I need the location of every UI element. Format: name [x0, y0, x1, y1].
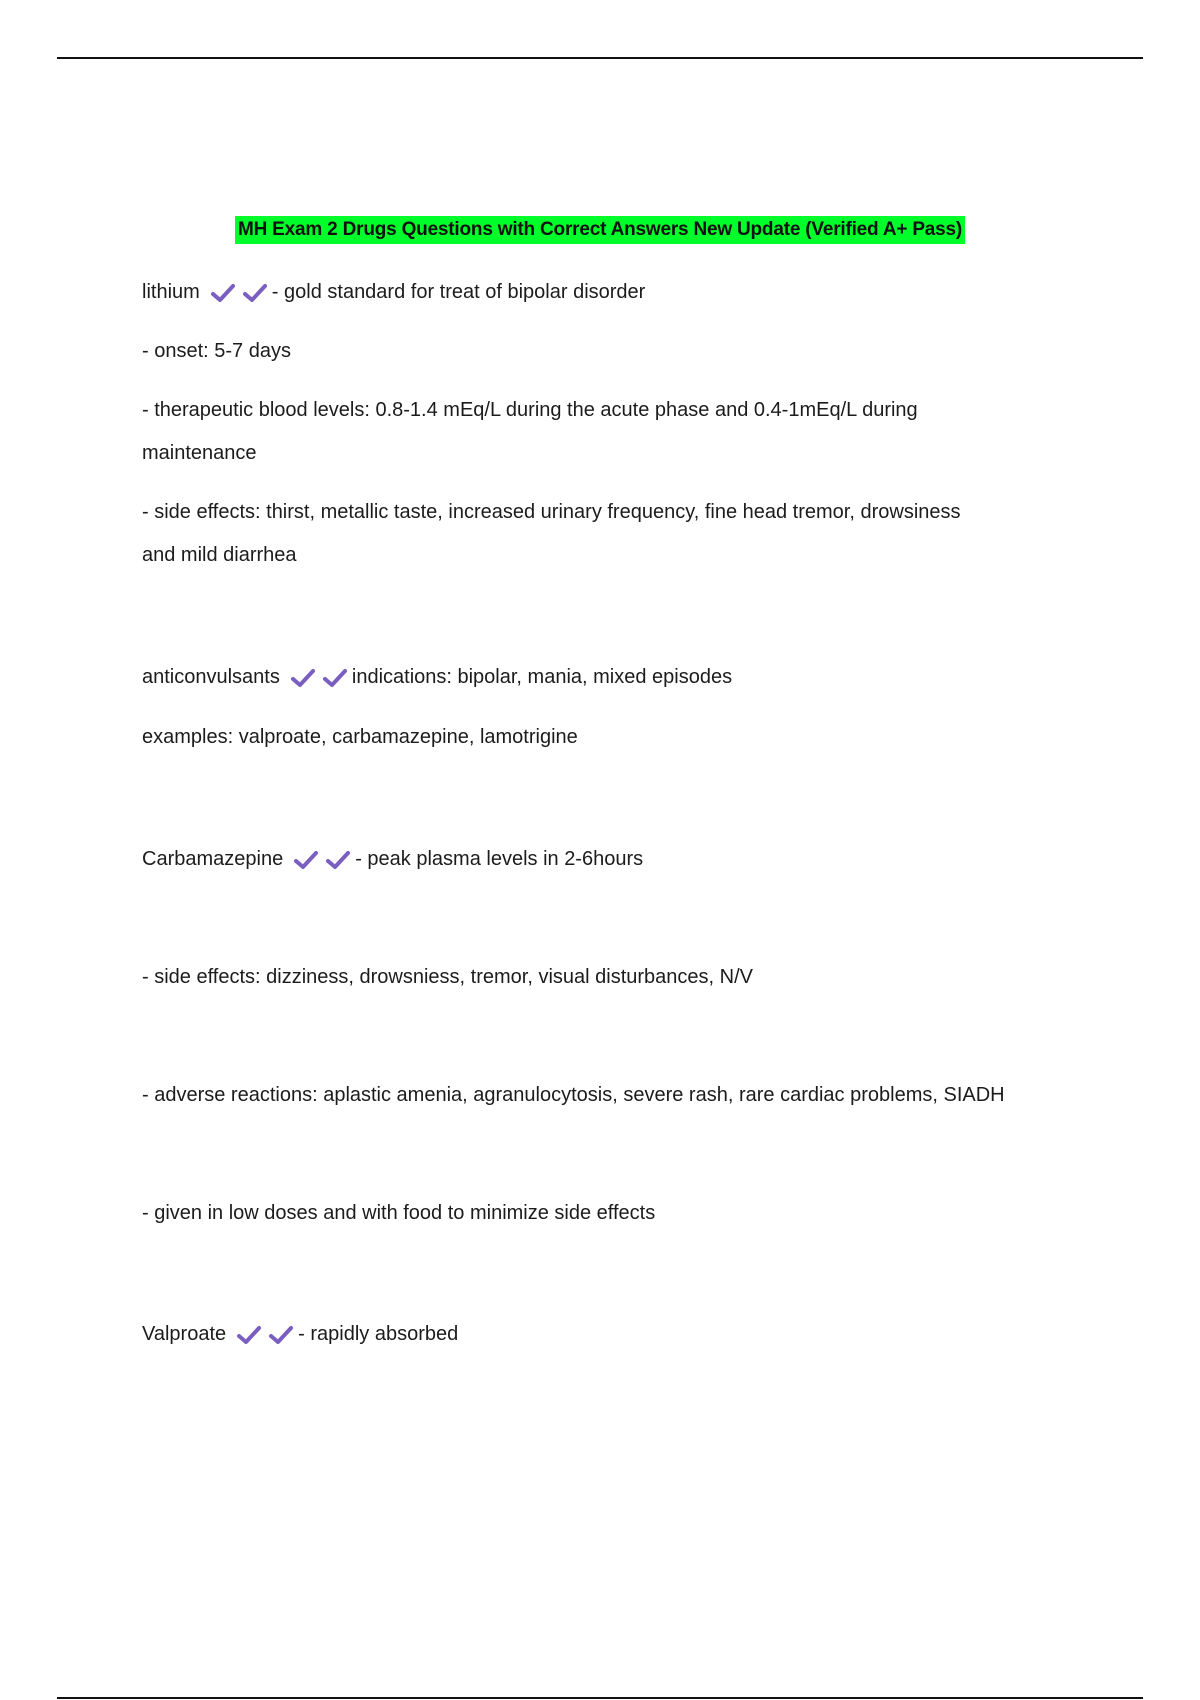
checkmark-icon [268, 1324, 294, 1346]
check-marks [293, 846, 353, 874]
detail-line: and mild diarrhea [142, 544, 297, 566]
detail-line: - onset: 5-7 days [142, 340, 291, 362]
qa-question-line [142, 1320, 458, 1349]
detail-line: - therapeutic blood levels: 0.8-1.4 mEq/L during the acute phase and 0.4-1mEq/L during [142, 399, 918, 421]
answer-text: - peak plasma levels in 2-6hours [355, 848, 644, 870]
checkmark-icon [322, 667, 348, 689]
check-marks [210, 279, 270, 307]
checkmark-icon [210, 282, 236, 304]
answer-text: indications: bipolar, mania, mixed episodes [351, 666, 733, 688]
qa-question-line [142, 278, 645, 307]
title-container [0, 216, 1200, 244]
answer-text: - rapidly absorbed [298, 1323, 459, 1345]
footer-rule [57, 1697, 1143, 1699]
detail-line: - side effects: dizziness, drowsniess, tremor, visual disturbances, N/V [142, 966, 753, 988]
detail-line: examples: valproate, carbamazepine, lamotrigine [142, 726, 578, 748]
header-rule [57, 57, 1143, 59]
drug-term: Carbamazepine [142, 848, 284, 870]
detail-line: - adverse reactions: aplastic amenia, agranulocytosis, severe rash, rare cardiac problems, SIADH [142, 1084, 1005, 1106]
document-title: MH Exam 2 Drugs Questions with Correct Answers New Update (Verified A+ Pass) [235, 216, 965, 244]
qa-question-line [142, 663, 732, 692]
checkmark-icon [293, 849, 319, 871]
checkmark-icon [325, 849, 351, 871]
detail-line: - side effects: thirst, metallic taste, increased urinary frequency, fine head tremor, drowsiness [142, 501, 961, 523]
drug-term: lithium [142, 281, 200, 303]
detail-line: maintenance [142, 442, 257, 464]
check-marks [236, 1321, 296, 1349]
drug-term: Valproate [142, 1323, 227, 1345]
qa-question-line [142, 845, 643, 874]
answer-text: - gold standard for treat of bipolar disorder [271, 281, 646, 303]
checkmark-icon [242, 282, 268, 304]
drug-term: anticonvulsants [142, 666, 280, 688]
checkmark-icon [290, 667, 316, 689]
checkmark-icon [236, 1324, 262, 1346]
check-marks [290, 664, 350, 692]
detail-line: - given in low doses and with food to minimize side effects [142, 1202, 656, 1224]
